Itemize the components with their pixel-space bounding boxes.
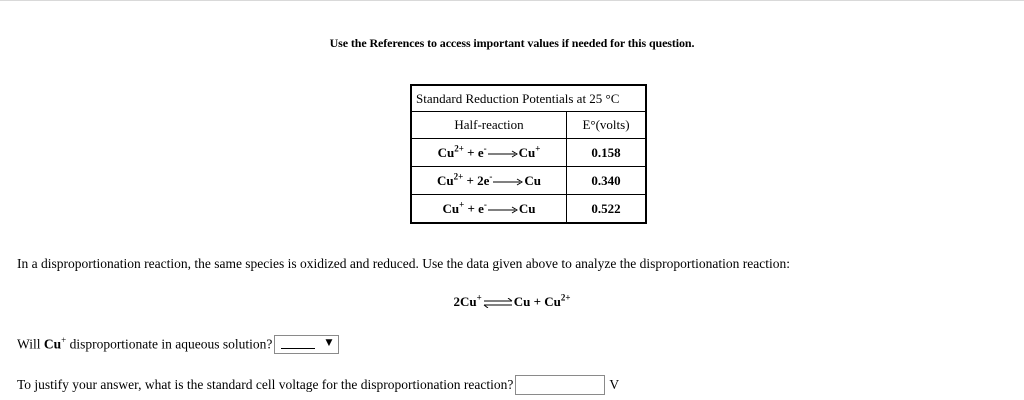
question1-species: Cu [43,336,62,352]
half-reaction-cell [411,167,567,195]
cell-voltage-input[interactable] [515,375,605,395]
reactant: Cu [442,200,460,216]
table-row [411,195,646,224]
product-charge: + [535,143,541,154]
product: Cu [524,172,542,188]
reduction-potentials-table [410,84,647,224]
product: Cu [518,144,536,160]
top-divider [0,0,1024,1]
reaction-arrow-icon [488,150,518,158]
reactant-charge: 2+ [454,143,464,154]
disproportionate-select[interactable] [274,335,339,354]
question1-suffix: disproportionate in aqueous solution? [66,336,273,352]
table-title: Standard Reduction Potentials at 25 °C [411,85,646,112]
product: Cu [518,200,536,216]
reaction-left: 2Cu [453,294,477,309]
reaction-plus: + [533,294,542,309]
disproportionation-reaction [0,294,1024,310]
electron-charge: - [483,199,487,210]
table-row [411,139,646,167]
plus-sign: + [466,172,474,188]
question2-text: To justify your answer, what is the standard cell voltage for the disproportionation reaction? [17,377,514,393]
question1-species-charge: + [61,335,67,346]
reaction-left-charge: + [476,292,482,303]
equilibrium-arrow-icon [483,298,513,308]
potential-cell: 0.158 [567,139,647,167]
electrons: 2e [477,172,490,188]
reactant-charge: 2+ [453,171,464,182]
reaction-product-a: Cu [513,294,531,309]
electrons: e [477,144,484,160]
electrons: e [478,200,484,216]
reactant: Cu [436,172,454,188]
reaction-arrow-icon [488,206,518,214]
reactant: Cu [437,144,455,160]
potential-cell: 0.522 [567,195,647,224]
reactant-charge: + [459,199,465,210]
select-blank-line [281,348,315,349]
reaction-product-b: Cu [544,294,561,309]
potential-cell: 0.340 [567,167,647,195]
column-header-half-reaction: Half-reaction [411,112,567,139]
question-cell-voltage [17,376,619,396]
dropdown-caret-icon: ▼ [325,338,333,348]
references-note: Use the References to access important values if needed for this question. [329,36,695,50]
question-disproportionate [17,336,339,355]
intro-text: In a disproportionation reaction, the same species is oxidized and reduced. Use the data given above to analyze the disproportionation reaction: [17,256,790,271]
table-row [411,167,646,195]
voltage-unit: V [609,377,620,393]
plus-sign: + [467,144,475,160]
question1-prefix: Will [17,336,44,352]
electron-charge: - [489,171,493,182]
reaction-product-b-charge: 2+ [560,292,571,303]
plus-sign: + [467,200,475,216]
reaction-arrow-icon [493,178,523,186]
electron-charge: - [483,143,487,154]
half-reaction-cell [411,195,567,224]
column-header-potential: E°(volts) [567,112,647,139]
half-reaction-cell [411,139,567,167]
